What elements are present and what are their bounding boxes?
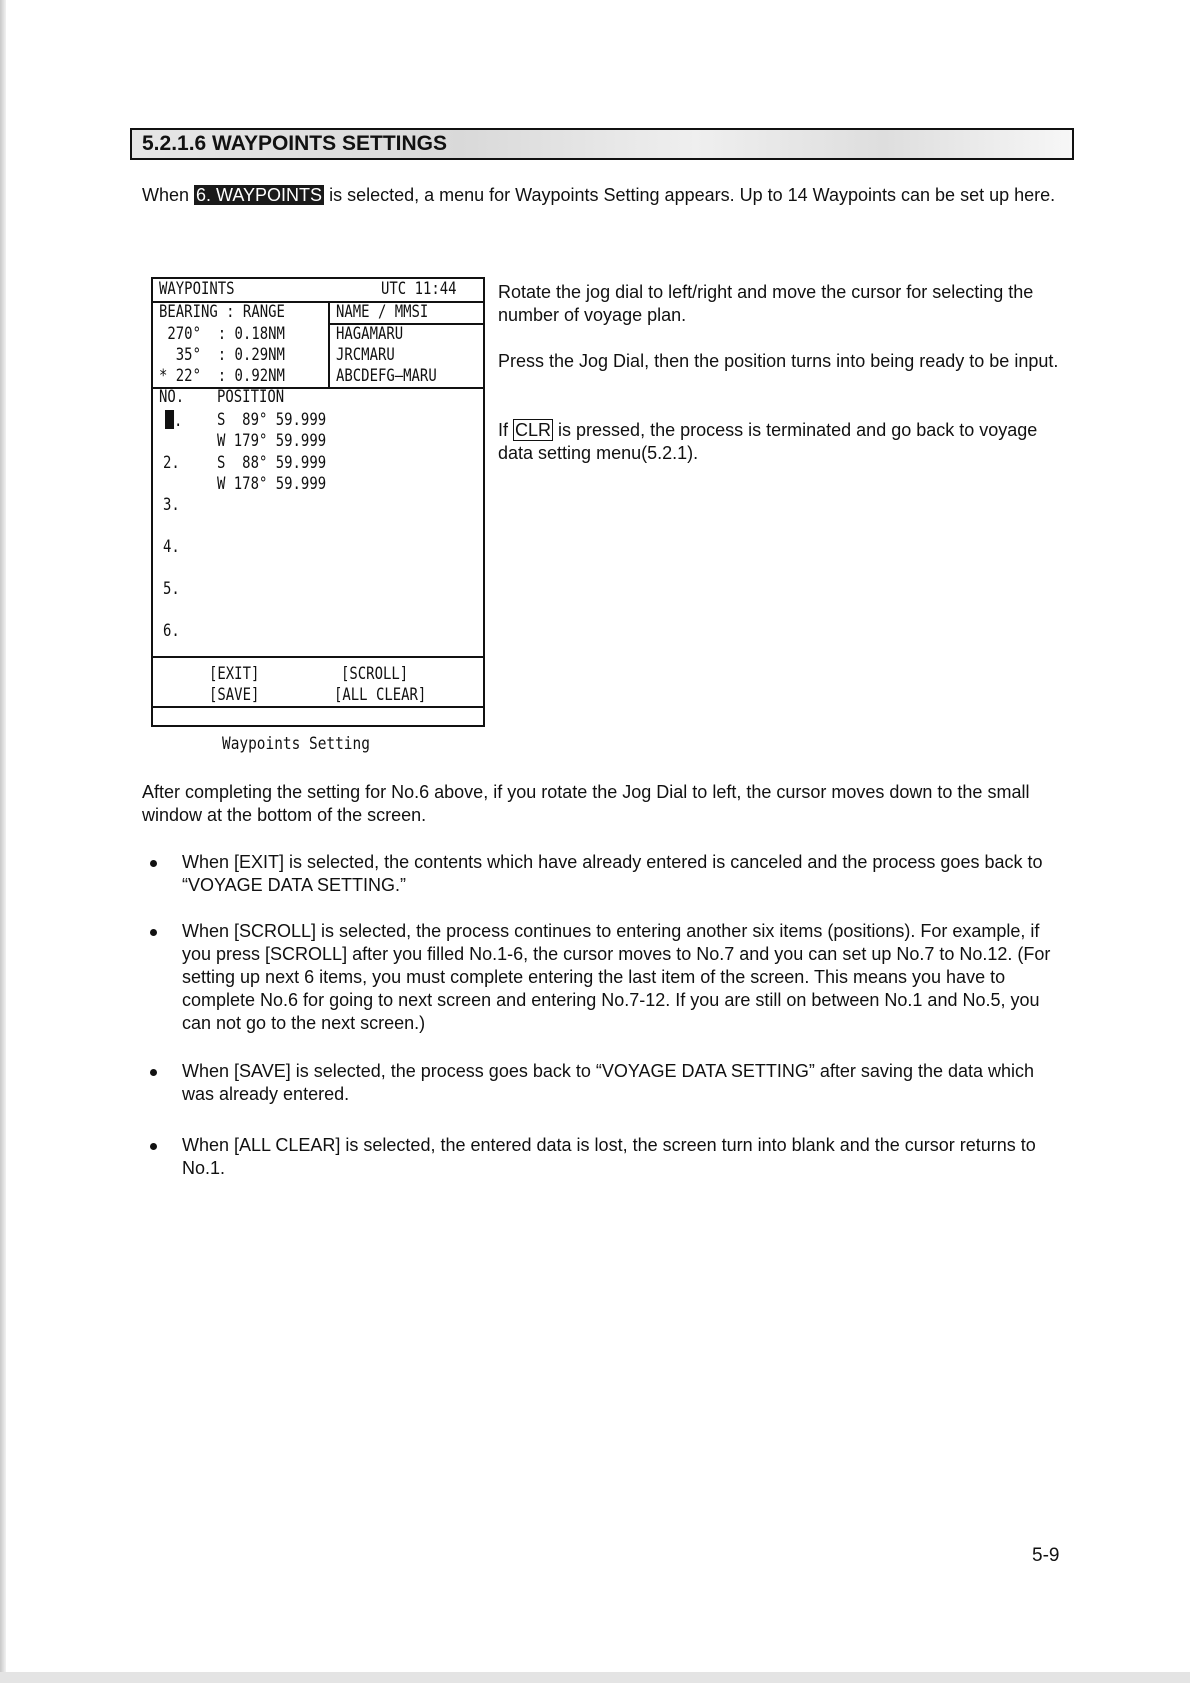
all-clear-button[interactable]: [ALL CLEAR] xyxy=(334,685,427,705)
bullet-icon xyxy=(150,1069,157,1076)
bullet-text: When [SAVE] is selected, the process goes back to “VOYAGE DATA SETTING” after saving the data which was already entered. xyxy=(182,1061,1035,1104)
waypoint-lon[interactable]: W 179° 59.999 xyxy=(217,431,327,451)
section-title: 5.2.1.6 WAYPOINTS SETTINGS xyxy=(142,132,447,155)
figure-caption: Waypoints Setting xyxy=(222,734,370,754)
waypoint-no[interactable]: 2. xyxy=(163,453,180,473)
screen-utc: UTC 11:44 xyxy=(381,279,457,299)
divider xyxy=(328,301,330,387)
scroll-button[interactable]: [SCROLL] xyxy=(341,664,409,684)
intro-paragraph xyxy=(142,184,1062,207)
after-paragraph: After completing the setting for No.6 above, if you rotate the Jog Dial to left, the cursor moves down to the small window at the bottom of the screen. xyxy=(142,782,1030,825)
bullet-icon xyxy=(150,860,157,867)
divider xyxy=(153,656,483,658)
section-header xyxy=(130,128,1074,160)
instruction-press: Press the Jog Dial, then the position turns into being ready to be input. xyxy=(498,351,1059,371)
waypoint-no[interactable]: 4. xyxy=(163,537,180,557)
page-number: 5-9 xyxy=(1032,1545,1060,1566)
bullet-text: When [SCROLL] is selected, the process continues to entering another six items (positions). For example, if you press [SCROLL] after you filled No.1-6, the cursor moves to No.7 and you can set up No.7 to No.12. (For setting up next 6 items, you must complete entering the last item of the screen. This means you have to complete No.6 for going to next screen and entering No.7-12. If you are still on between No.1 and No.5, you can not go to the next screen.) xyxy=(182,921,1051,1033)
waypoint-lon[interactable]: W 178° 59.999 xyxy=(217,474,327,494)
waypoint-no[interactable]: 5. xyxy=(163,579,180,599)
waypoint-no[interactable]: 6. xyxy=(163,621,180,641)
waypoint-lat[interactable]: S 88° 59.999 xyxy=(217,453,327,473)
clr-key: CLR xyxy=(515,420,552,440)
intro-after: is selected, a menu for Waypoints Setting appears. Up to 14 Waypoints can be set up here. xyxy=(324,185,1056,205)
bullet-icon xyxy=(150,1143,157,1150)
instruction-rotate: Rotate the jog dial to left/right and move the cursor for selecting the number of voyage plan. xyxy=(498,282,1034,325)
target-name: JRCMARU xyxy=(336,345,395,365)
save-button[interactable]: [SAVE] xyxy=(209,685,260,705)
bullet-icon xyxy=(150,929,157,936)
col-bearing-range: BEARING : RANGE xyxy=(159,302,285,322)
target-bearing-range: 35° : 0.29NM xyxy=(159,345,285,365)
target-name: ABCDEFG—MARU xyxy=(336,366,437,386)
screen-title: WAYPOINTS xyxy=(159,279,235,299)
clr-before: If xyxy=(498,420,514,440)
menu-highlight-waypoints: 6. WAYPOINTS xyxy=(196,185,323,205)
target-name: HAGAMARU xyxy=(336,324,404,344)
waypoint-lat[interactable]: S 89° 59.999 xyxy=(217,410,327,430)
target-bearing-range: 270° : 0.18NM xyxy=(159,324,285,344)
exit-button[interactable]: [EXIT] xyxy=(209,664,260,684)
clr-after: is pressed, the process is terminated and go back to voyage data setting menu(5.2.1). xyxy=(498,420,1038,463)
divider xyxy=(153,387,483,389)
bullet-text: When [ALL CLEAR] is selected, the entered data is lost, the screen turn into blank and the cursor returns to No.1. xyxy=(182,1135,1036,1178)
bullet-text: When [EXIT] is selected, the contents which have already entered is canceled and the process goes back to “VOYAGE DATA SETTING.” xyxy=(182,852,1043,895)
page-bottom-edge xyxy=(0,1672,1190,1683)
target-bearing-range: * 22° : 0.92NM xyxy=(159,366,285,386)
waypoints-screen xyxy=(151,277,485,727)
instruction-clr xyxy=(498,419,1068,465)
waypoint-no[interactable]: 3. xyxy=(163,495,180,515)
intro-before: When xyxy=(142,185,195,205)
col-no: NO. xyxy=(159,387,185,407)
col-name-mmsi: NAME / MMSI xyxy=(336,302,429,322)
cursor-icon xyxy=(165,410,174,429)
col-position: POSITION xyxy=(217,387,285,407)
waypoint-no-1[interactable]: . xyxy=(165,410,182,431)
page-edge-shadow xyxy=(0,0,6,1683)
divider xyxy=(153,706,483,708)
